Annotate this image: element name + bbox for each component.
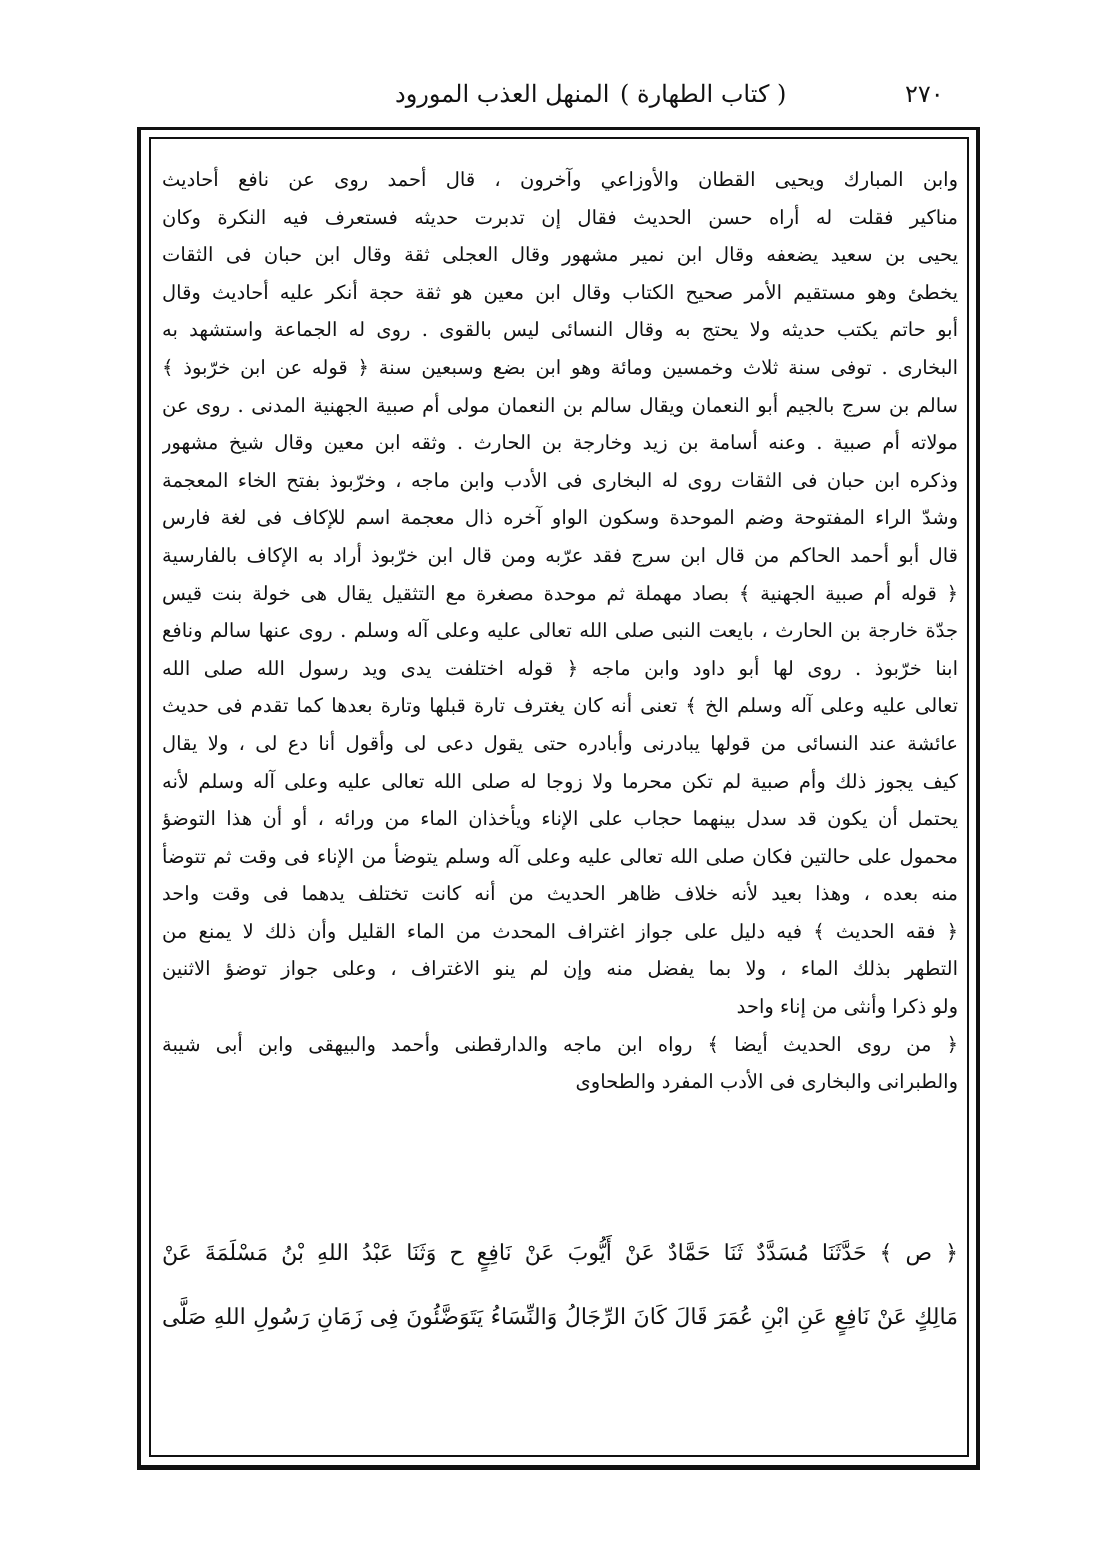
book-title: المنهل العذب المورود: [395, 80, 610, 108]
text-line: ﴿ من روى الحديث أيضا ﴾ رواه ابن ماجه والدارقطنى وأحمد والبيهقى وابن أبى شيبة: [162, 1032, 958, 1056]
text-line: تعالى عليه وعلى آله وسلم الخ ﴾ تعنى أنه كان يغترف تارة قبلها وتارة بعدها كما تقدم فى حديث: [162, 694, 958, 718]
hadith-text: [162, 1222, 958, 1350]
text-line: مولاته أم صبية . وعنه أسامة بن زيد وخارجة بن الحارث . وثقه ابن معين وقال شيخ مشهور: [162, 431, 958, 455]
text-line: محمول على حالتين فكان صلى الله تعالى عليه وعلى آله وسلم يتوضأ من الإناء فى وقت ثم تتوضأ: [162, 844, 958, 868]
text-line: البخارى . توفى سنة ثلاث وخمسين ومائة وهو ابن بضع وسبعين سنة ﴿ قوله عن ابن خرّبوذ ﴾: [162, 355, 958, 379]
text-line: مناكير فقلت له أراه حسن الحديث فقال إن تدبرت حديثه فستعرف فيه النكرة وكان: [162, 205, 958, 229]
hadith-line: ﴿ ص ﴾ حَدَّثَنَا مُسَدَّدٌ ثَنَا حَمَّادٌ عَنْ أَيُّوبَ عَنْ نَافِعٍ ح وَثَنَا عَبْدُ اللهِ بْنُ مَسْلَمَةَ عَنْ: [162, 1241, 958, 1266]
text-line: وابن المبارك ويحيى القطان والأوزاعي وآخرون ، قال أحمد روى عن نافع أحاديث: [162, 168, 958, 191]
text-line: يحيى بن سعيد يضعفه وقال ابن نمير مشهور وقال العجلى ثقة وقال ابن حبان فى الثقات: [162, 243, 958, 267]
text-line: وشدّ الراء المفتوحة وضم الموحدة وسكون الواو آخره ذال معجمة اسم للإكاف فى لغة فارس: [162, 506, 958, 530]
text-line: عائشة عند النسائى من قولها يبادرنى وأبادره حتى يقول دعى لى وأقول أنا دع لى ، ولا يقال: [162, 731, 958, 755]
text-line: كيف يجوز ذلك وأم صبية لم تكن محرما ولا زوجا له صلى الله تعالى عليه وعلى آله وسلم لأنه: [162, 769, 958, 793]
text-line: منه بعده ، وهذا بعيد لأنه خلاف ظاهر الحديث من أنه كانت تختلف يدهما فى وقت واحد: [162, 882, 958, 906]
text-line: قال أبو أحمد الحاكم من قال ابن سرج فقد عرّبه ومن قال ابن خرّبوذ أراد به الإكاف بالفارسية: [162, 543, 958, 567]
text-line: سالم بن سرج بالجيم أبو النعمان ويقال سالم بن النعمان مولى أم صبية الجهنية المدنى . روى عن: [162, 393, 958, 417]
text-line: التطهر بذلك الماء ، ولا بما يفضل منه وإن لم ينو الاغتراف ، وعلى جواز توضؤ الاثنين: [162, 957, 958, 981]
section-title: ( كتاب الطهارة ): [620, 80, 787, 108]
text-line: ﴿ قوله أم صبية الجهنية ﴾ بصاد مهملة ثم موحدة مصغرة مع التثقيل يقال هى خولة بنت قيس: [162, 581, 958, 605]
text-line: يحتمل أن يكون قد سدل بينهما حجاب على الإناء ويأخذان الماء من ورائه ، أو أن هذا التوضؤ: [162, 807, 958, 831]
commentary-text: [162, 161, 958, 1101]
text-line: يخطئ وهو مستقيم الأمر صحيح الكتاب وقال ابن معين هو ثقة حجة أنكر عليه أحاديث وقال: [162, 280, 958, 304]
page-number: ٢٧٠: [905, 80, 944, 108]
text-line: والطبرانى والبخارى فى الأدب المفرد والطحاوى: [575, 1070, 958, 1094]
text-line: ﴿ فقه الحديث ﴾ فيه دليل على جواز اغتراف المحدث من الماء القليل وأن ذلك لا يمنع من: [162, 919, 958, 943]
text-line: وذكره ابن حبان فى الثقات روى له البخارى فى الأدب وابن ماجه ، وخرّبوذ بفتح الخاء المعجمة: [162, 468, 958, 492]
text-line: ابنا خرّبوذ . روى لها أبو داود وابن ماجه ﴿ قوله اختلفت يدى ويد رسول الله صلى الله: [162, 656, 958, 680]
text-line: أبو حاتم يكتب حديثه ولا يحتج به وقال النسائى ليس بالقوى . روى له الجماعة واستشهد به: [162, 318, 958, 342]
hadith-line: مَالِكٍ عَنْ نَافِعٍ عَنِ ابْنِ عُمَرَ قَالَ كَانَ الرِّجَالُ وَالنِّسَاءُ يَتَوَضَّئُونَ فِى زَمَانِ رَسُولِ اللهِ صَلَّى: [162, 1305, 958, 1330]
text-line: جدّة خارجة بن الحارث ، بايعت النبى صلى الله تعالى عليه وعلى آله وسلم . روى عنها سالم ونافع: [162, 619, 958, 643]
text-line: ولو ذكرا وأنثى من إناء واحد: [736, 995, 958, 1019]
